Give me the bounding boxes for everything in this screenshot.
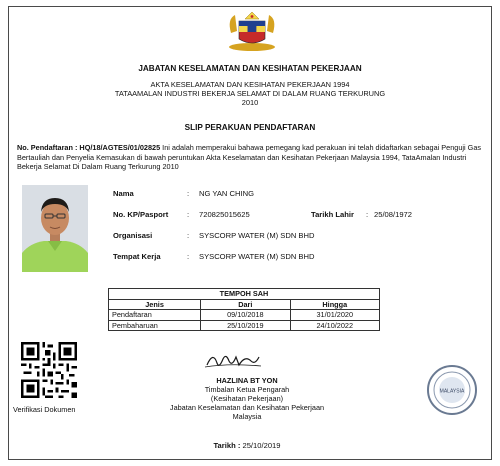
column-header-to: Hingga	[290, 299, 379, 310]
table-row	[109, 310, 380, 321]
name-colon: :	[187, 189, 190, 198]
kp-colon: :	[187, 210, 190, 219]
table-row	[109, 320, 380, 331]
intro-paragraph	[17, 143, 483, 172]
organisation-label: Organisasi	[113, 231, 153, 240]
slip-title: SLIP PERAKUAN PENDAFTARAN	[184, 123, 316, 132]
intro-text: Ini adalah memperakui bahawa pemegang kad perakuan ini telah didaftarkan sebagai Penguji Gas Bertauliah dan Penyelia Kemasukan di bawah peruntukan Akta Keselamatan dan Kesihatan Pekerjaan Malaysia 1994, TataAmalan Industri Bekerja Selamat Di Dalam Ruang Terkurung 2010	[17, 143, 482, 172]
row-from: 25/10/2019	[201, 320, 290, 331]
issue-date	[109, 441, 385, 450]
malaysia-coat-of-arms-icon	[227, 11, 277, 53]
stamp-text: MALAYSIA	[439, 388, 465, 395]
act-line-1: AKTA KESELAMATAN DAN KESIHATAN PEKERJAAN 1994	[150, 80, 350, 89]
act-reference	[9, 80, 491, 107]
signatory-country: Malaysia	[232, 412, 262, 421]
date-of-birth: 25/08/1972	[374, 210, 413, 219]
signatory-department: Jabatan Keselamatan dan Kesihatan Pekerjaan	[169, 403, 325, 412]
validity-table	[108, 288, 380, 331]
dob-label: Tarikh Lahir	[311, 210, 354, 219]
registration-number: No. Pendaftaran : HQ/18/AGTES/01/02825	[17, 143, 161, 152]
signatory-subtitle: (Kesihatan Pekerjaan)	[210, 394, 284, 403]
row-to: 24/10/2022	[290, 320, 379, 331]
holder-name: NG YAN CHING	[199, 189, 254, 198]
dob-colon: :	[366, 210, 369, 219]
signature-icon	[199, 347, 269, 373]
official-stamp	[426, 364, 478, 416]
column-header-type: Jenis	[109, 299, 201, 310]
row-from: 09/10/2018	[201, 310, 290, 321]
signatory-title: Timbalan Ketua Pengarah	[204, 385, 290, 394]
column-header-from: Dari	[201, 299, 290, 310]
person-photo-icon	[22, 185, 88, 272]
holder-photo	[22, 185, 88, 272]
organisation-value: SYSCORP WATER (M) SDN BHD	[199, 231, 315, 240]
qr-code-icon[interactable]	[21, 342, 77, 398]
kp-label: No. KP/Pasport	[113, 210, 169, 219]
signatory-block	[109, 376, 385, 421]
row-to: 31/01/2020	[290, 310, 379, 321]
row-type: Pendaftaran	[109, 310, 201, 321]
stamp-seal-icon	[426, 364, 478, 416]
validity-title: TEMPOH SAH	[109, 289, 380, 300]
registration-slip	[8, 6, 492, 460]
department-title: JABATAN KESELAMATAN DAN KESIHATAN PEKERJAAN	[138, 64, 362, 73]
name-label: Nama	[113, 189, 134, 198]
workplace-label: Tempat Kerja	[113, 252, 161, 261]
act-line-3: 2010	[241, 98, 259, 107]
table-header-row	[109, 299, 380, 310]
date-value: 25/10/2019	[242, 441, 281, 450]
kp-number: 720825015625	[199, 210, 250, 219]
workplace-colon: :	[187, 252, 190, 261]
organisation-colon: :	[187, 231, 190, 240]
workplace-value: SYSCORP WATER (M) SDN BHD	[199, 252, 315, 261]
act-line-2: TATAAMALAN INDUSTRI BEKERJA SELAMAT DI DALAM RUANG TERKURUNG	[114, 89, 386, 98]
row-type: Pembaharuan	[109, 320, 201, 331]
date-label: Tarikh :	[213, 441, 241, 450]
verify-document-label: Verifikasi Dokumen	[13, 405, 76, 414]
signatory-name: HAZLINA BT YON	[216, 376, 278, 385]
